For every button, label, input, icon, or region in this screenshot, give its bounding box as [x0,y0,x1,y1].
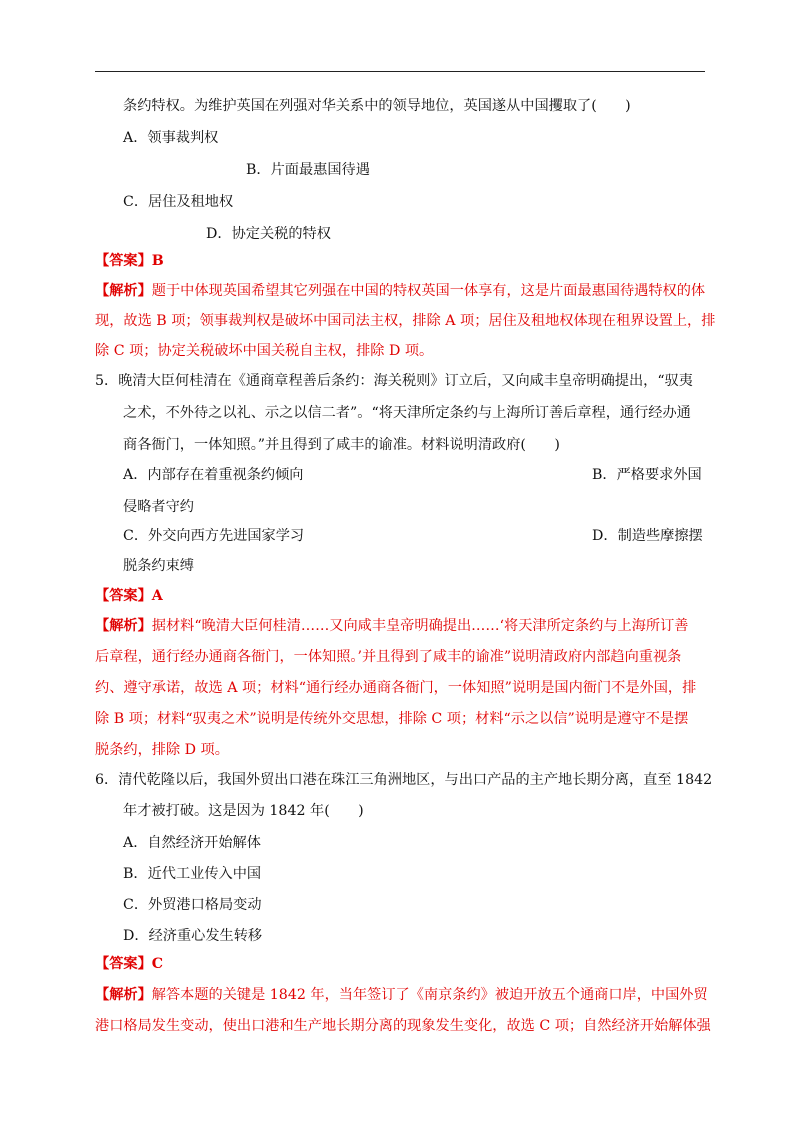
q5-option-a: A．内部存在着重视条约倾向 [123,467,304,483]
q5-option-b: B．严格要求外国 [592,467,702,483]
answer-tag: 【答案】 [95,956,152,972]
q6-analysis-line-2: 港口格局发生变动，使出口港和生产地长期分离的现象发生变化，故选 C 项；自然经济开始解体强 [95,1018,711,1034]
q4-answer [95,252,164,270]
q6-option-c: C．外贸港口格局变动 [123,897,262,913]
q6-analysis-line-1 [95,986,708,1004]
q6-stem-line-1: 6．清代乾隆以后，我国外贸出口港在珠江三角洲地区，与出口产品的主产地长期分离，直至 1842 [95,772,713,788]
q5-analysis-line-3: 约、遵守承诺，故选 A 项；材料“通行经办通商各衙门，一体知照”说明是国内衙门不是外国，排 [95,680,697,696]
analysis-tag: 【解析】 [95,618,152,634]
q4-option-c: C．居住及租地权 [123,194,234,210]
analysis-tag: 【解析】 [95,987,152,1003]
analysis-tag: 【解析】 [95,283,152,299]
q6-option-b: B．近代工业传入中国 [123,866,262,882]
analysis-text: 解答本题的关键是 1842 年，当年签订了《南京条约》被迫开放五个通商口岸，中国外贸 [151,987,708,1003]
answer-tag: 【答案】 [95,588,152,604]
q5-analysis-line-1 [95,617,688,635]
q4-analysis-line-3: 除 C 项；协定关税破坏中国关税自主权，排除 D 项。 [95,343,434,359]
q4-option-b: B．片面最惠国待遇 [246,162,370,178]
q5-analysis-line-2: 后章程，通行经办通商各衙门，一体知照。’并且得到了咸丰的谕准”说明清政府内部趋向重视条 [95,649,682,665]
q6-option-d: D．经济重心发生转移 [123,928,263,944]
q4-option-d: D．协定关税的特权 [206,226,331,242]
q4-analysis-line-1 [95,282,705,300]
q5-stem-line-3: 商各衙门，一体知照。”并且得到了咸丰的谕准。材料说明清政府( ) [123,437,560,453]
q6-option-a: A．自然经济开始解体 [123,835,261,851]
q4-analysis-line-2: 现，故选 B 项；领事裁判权是破坏中国司法主权，排除 A 项；居住及租地权体现在租界设置上，排 [95,313,716,329]
q4-option-a: A．领事裁判权 [123,130,219,146]
answer-value: C [151,956,164,972]
q5-option-c: C．外交向西方先进国家学习 [123,528,305,544]
q5-analysis-line-5: 脱条约，排除 D 项。 [95,742,229,758]
q5-stem-line-2: 之术，不外待之以礼、示之以信二者”。“将天津所定条约与上海所订善后章程，通行经办通 [123,405,691,421]
q5-option-b-continued: 侵略者守约 [123,499,194,515]
answer-value: B [151,253,164,269]
q5-analysis-line-4: 除 B 项；材料“驭夷之术”说明是传统外交思想，排除 C 项；材料“示之以信”说明是遵守不是摆 [95,711,689,727]
answer-value: A [151,588,163,604]
q4-stem-tail: 条约特权。为维护英国在列强对华关系中的领导地位，英国遂从中国攫取了( ) [123,98,631,114]
q5-option-d: D．制造些摩擦摆 [592,528,703,544]
q6-stem-line-2: 年才被打破。这是因为 1842 年( ) [123,803,364,819]
q6-answer [95,955,163,973]
q5-answer [95,587,163,605]
header-rule [95,71,705,72]
q5-stem-line-1: 5．晚清大臣何桂清在《通商章程善后条约：海关税则》订立后，又向咸丰皇帝明确提出，“驭夷 [95,373,693,389]
q5-option-d-continued: 脱条约束缚 [123,558,194,574]
analysis-text: 据材料“晚清大臣何桂清……又向咸丰皇帝明确提出……‘将天津所定条约与上海所订善 [151,618,689,634]
analysis-text: 题于中体现英国希望其它列强在中国的特权英国一体享有，这是片面最惠国待遇特权的体 [151,283,706,299]
answer-tag: 【答案】 [95,253,152,269]
